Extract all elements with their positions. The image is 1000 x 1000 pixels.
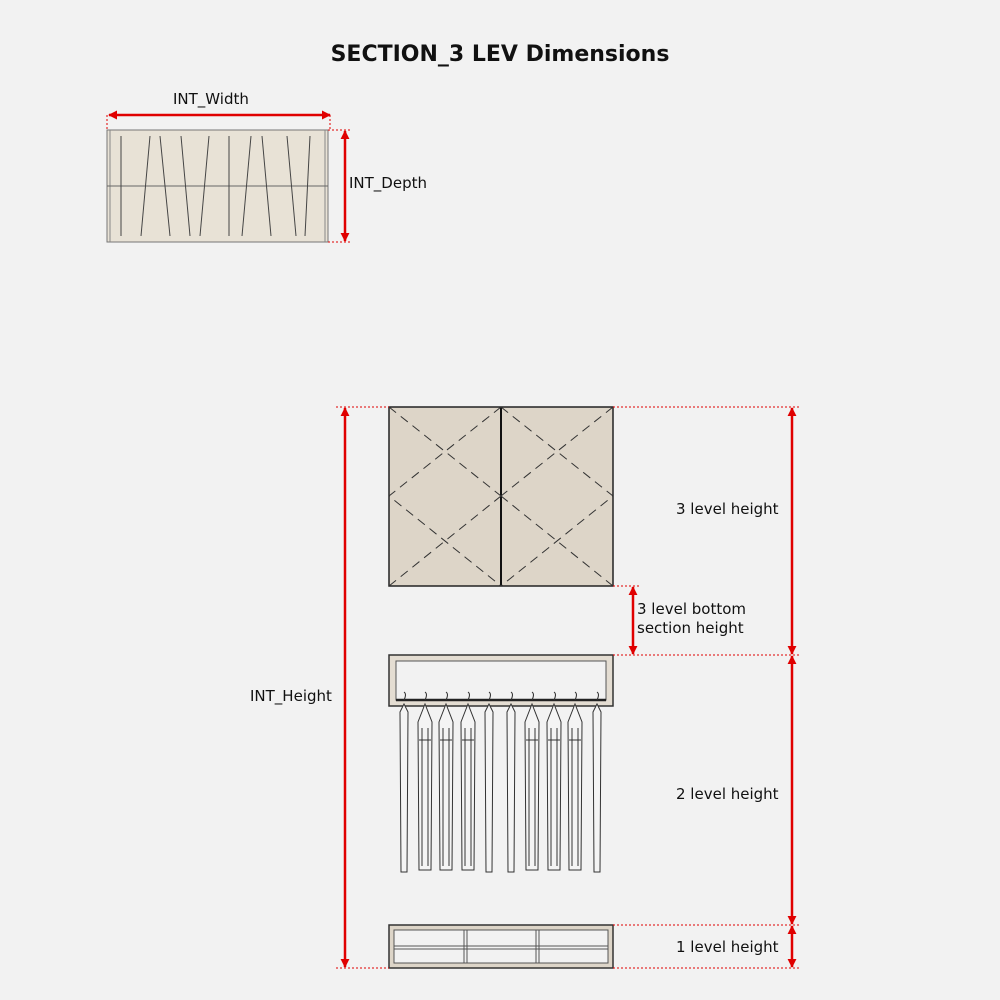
level-1-shelf-unit [389, 925, 613, 968]
garment-hanger [418, 692, 432, 870]
level-3-cabinet [389, 407, 613, 586]
int-height-dimension [336, 407, 389, 968]
int-height-label: INT_Height [250, 687, 332, 705]
diagram-title: SECTION_3 LEV Dimensions [330, 42, 670, 67]
int-width-dimension [107, 115, 330, 130]
garment-hanger [400, 692, 408, 872]
int-width-label: INT_Width [173, 90, 249, 108]
garment-hanger [461, 692, 475, 870]
garment-hanger [568, 692, 582, 870]
int-depth-label: INT_Depth [349, 174, 427, 192]
level-2-hanging-section [389, 655, 613, 872]
garment-hanger [485, 692, 493, 872]
level-3-bottom-label-line2: section height [637, 619, 744, 637]
level-3-bottom-label-line1: 3 level bottom [637, 600, 746, 618]
garment-hanger [439, 692, 453, 870]
level-3-height-label: 3 level height [676, 500, 779, 518]
level-1-height-label: 1 level height [676, 938, 779, 956]
garment-hanger [507, 692, 515, 872]
garment-hanger [547, 692, 561, 870]
right-extension-lines [613, 407, 800, 968]
garment-hanger [525, 692, 539, 870]
plan-view [107, 130, 328, 242]
hanging-garments [400, 692, 601, 872]
garment-hanger [593, 692, 601, 872]
level-2-height-label: 2 level height [676, 785, 779, 803]
